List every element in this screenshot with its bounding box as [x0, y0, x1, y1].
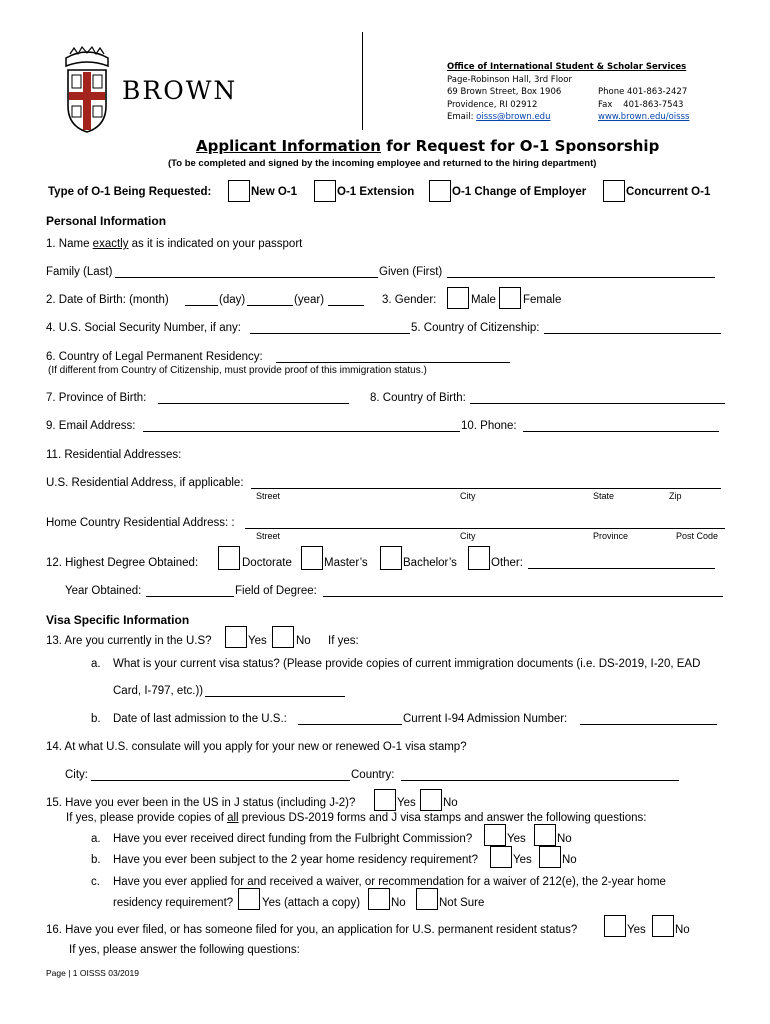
q15b-yes-label: Yes	[513, 854, 532, 866]
highest-degree-label: 12. Highest Degree Obtained:	[46, 557, 199, 569]
q15a-no-label: No	[557, 833, 572, 845]
q15-note	[66, 812, 646, 824]
q15c-yes-label: Yes (attach a copy)	[262, 897, 361, 909]
consulate-country-field[interactable]	[401, 780, 679, 781]
degree-other-checkbox[interactable]	[468, 546, 490, 570]
office-email-label: Email:	[447, 112, 474, 122]
dob-day-field[interactable]	[247, 305, 293, 306]
q15c-cont: residency requirement?	[113, 897, 234, 909]
office-phone: Phone 401-863-2427	[598, 87, 688, 97]
q16-yes-checkbox[interactable]	[604, 915, 626, 937]
q13-yes-label: Yes	[248, 635, 267, 647]
q15-note-a: If yes, please provide copies of	[66, 812, 228, 824]
lpr-country-field[interactable]	[276, 362, 510, 363]
o1-change-employer-checkbox[interactable]	[429, 180, 451, 202]
brown-logo	[62, 44, 237, 136]
i94-label: Current I-94 Admission Number:	[403, 713, 568, 725]
page-title-rest: for Request for O-1 Sponsorship	[381, 137, 660, 155]
home-address-postcode-sub: Post Code	[676, 531, 719, 541]
office-website-link[interactable]: www.brown.edu/oisss	[598, 112, 690, 122]
family-name-label: Family (Last)	[46, 266, 113, 278]
citizenship-label: 5. Country of Citizenship:	[411, 322, 540, 334]
gender-female-checkbox[interactable]	[499, 287, 521, 309]
brown-shield-icon	[62, 44, 112, 136]
q13-yes-checkbox[interactable]	[225, 626, 247, 648]
i94-number-field[interactable]	[580, 724, 717, 725]
q15a-yes-label: Yes	[507, 833, 526, 845]
office-email-link[interactable]: oisss@brown.edu	[476, 112, 551, 122]
q13b-label: Date of last admission to the U.S.:	[113, 713, 287, 725]
q13-no-label: No	[296, 635, 311, 647]
q16-yes-label: Yes	[627, 924, 646, 936]
office-contact-block	[598, 86, 689, 124]
q1-underlined: exactly	[92, 238, 129, 250]
consulate-city-field[interactable]	[91, 780, 350, 781]
consulate-city-label: City:	[65, 769, 88, 781]
current-visa-status-field[interactable]	[205, 696, 345, 697]
lpr-note: (If different from Country of Citizenship, must provide proof of this immigration status.)	[48, 365, 427, 376]
home-address-label: Home Country Residential Address: :	[46, 517, 235, 529]
country-of-birth-label: 8. Country of Birth:	[370, 392, 466, 404]
field-of-degree-field[interactable]	[323, 596, 723, 597]
q15a-no-checkbox[interactable]	[534, 824, 556, 846]
q15b-marker: b.	[91, 854, 101, 866]
office-name: Office of International Student & Scholar Services	[447, 62, 687, 72]
personal-heading: Personal Information	[46, 214, 167, 228]
q13a-label: What is your current visa status? (Please provide copies of current immigration documents (i.e. DS-2019, I-20, EAD	[113, 658, 701, 670]
q15c-not-sure-checkbox[interactable]	[416, 888, 438, 910]
country-of-birth-field[interactable]	[470, 403, 725, 404]
office-fax: 401-863-7543	[623, 99, 684, 110]
dob-year-label: (year)	[294, 294, 325, 306]
new-o1-label: New O-1	[251, 186, 298, 198]
q1-name-label	[46, 238, 302, 250]
q16-note: If yes, please answer the following questions:	[69, 944, 300, 956]
q13-label: 13. Are you currently in the U.S?	[46, 635, 212, 647]
concurrent-o1-checkbox[interactable]	[603, 180, 625, 202]
gender-male-label: Male	[471, 294, 496, 306]
q15c-no-checkbox[interactable]	[368, 888, 390, 910]
dob-day-label: (day)	[219, 294, 246, 306]
citizenship-field[interactable]	[544, 333, 721, 334]
page-footer: Page | 1 OISSS 03/2019	[46, 968, 139, 978]
lpr-country-label: 6. Country of Legal Permanent Residency:	[46, 351, 263, 363]
q15-no-label: No	[443, 797, 458, 809]
q15b-yes-checkbox[interactable]	[490, 846, 512, 868]
home-address-province-sub: Province	[593, 531, 629, 541]
phone-label: 10. Phone:	[461, 420, 517, 432]
degree-doctorate-checkbox[interactable]	[218, 546, 240, 570]
degree-masters-label: Master’s	[324, 557, 368, 569]
us-address-label: U.S. Residential Address, if applicable:	[46, 477, 244, 489]
residential-addresses-label: 11. Residential Addresses:	[46, 449, 182, 461]
home-address-field[interactable]	[245, 528, 725, 529]
year-obtained-label: Year Obtained:	[65, 585, 142, 597]
last-admission-date-field[interactable]	[298, 724, 402, 725]
q15-yes-checkbox[interactable]	[374, 789, 396, 811]
home-address-street-sub: Street	[256, 531, 281, 541]
province-of-birth-field[interactable]	[158, 403, 349, 404]
given-name-label: Given (First)	[379, 266, 443, 278]
province-of-birth-label: 7. Province of Birth:	[46, 392, 147, 404]
email-label: 9. Email Address:	[46, 420, 136, 432]
q1-suffix: as it is indicated on your passport	[128, 238, 303, 250]
q15b-no-checkbox[interactable]	[539, 846, 561, 868]
ssn-field[interactable]	[250, 333, 410, 334]
us-address-state-sub: State	[593, 491, 615, 501]
q16-no-checkbox[interactable]	[652, 915, 674, 937]
us-address-zip-sub: Zip	[669, 491, 682, 501]
q13b-marker: b.	[91, 713, 101, 725]
header-divider	[362, 32, 363, 130]
degree-masters-checkbox[interactable]	[301, 546, 323, 570]
page-subtitle: (To be completed and signed by the incoming employee and returned to the hiring department)	[168, 158, 597, 169]
q13-if-yes: If yes:	[328, 635, 359, 647]
visa-heading: Visa Specific Information	[46, 613, 190, 627]
email-field[interactable]	[143, 431, 460, 432]
year-obtained-field[interactable]	[146, 596, 234, 597]
o1-type-label: Type of O-1 Being Requested:	[48, 186, 212, 198]
dob-month-field[interactable]	[185, 305, 218, 306]
q15-label: 15. Have you ever been in the US in J status (including J-2)?	[46, 797, 356, 809]
us-address-street-sub: Street	[256, 491, 281, 501]
o1-extension-label: O-1 Extension	[337, 186, 415, 198]
dob-year-field[interactable]	[328, 305, 364, 306]
brown-wordmark: BROWN	[122, 76, 238, 105]
new-o1-checkbox[interactable]	[228, 180, 250, 202]
dob-label: 2. Date of Birth: (month)	[46, 294, 169, 306]
page-title	[196, 137, 659, 155]
q15c-no-label: No	[391, 897, 406, 909]
q15a-label: Have you ever received direct funding from the Fulbright Commission?	[113, 833, 473, 845]
office-address-1: Page-Robinson Hall, 3rd Floor	[447, 74, 572, 85]
office-fax-label: Fax	[598, 99, 613, 110]
q1-prefix: 1. Name	[46, 238, 93, 250]
given-name-field[interactable]	[447, 277, 715, 278]
q15a-marker: a.	[91, 833, 101, 845]
q15c-marker: c.	[91, 876, 100, 888]
gender-male-checkbox[interactable]	[447, 287, 469, 309]
ssn-label: 4. U.S. Social Security Number, if any:	[46, 322, 241, 334]
office-address-2: 69 Brown Street, Box 1906	[447, 87, 562, 97]
q13a-marker: a.	[91, 658, 101, 670]
family-name-field[interactable]	[115, 277, 378, 278]
q15-no-checkbox[interactable]	[420, 789, 442, 811]
q13a-cont: Card, I-797, etc.))	[113, 685, 204, 697]
q16-label: 16. Have you ever filed, or has someone filed for you, an application for U.S. permanent resident status?	[46, 924, 578, 936]
concurrent-o1-label: Concurrent O-1	[626, 186, 711, 198]
office-address-3: Providence, RI 02912	[447, 99, 538, 110]
q15c-label: Have you ever applied for and received a waiver, or recommendation for a waiver of 212(e), the 2-year home	[113, 876, 666, 888]
gender-female-label: Female	[523, 294, 562, 306]
o1-change-employer-label: O-1 Change of Employer	[452, 186, 587, 198]
q13-no-checkbox[interactable]	[272, 626, 294, 648]
q15a-yes-checkbox[interactable]	[484, 824, 506, 846]
us-address-field[interactable]	[251, 488, 721, 489]
consulate-country-label: Country:	[351, 769, 395, 781]
phone-field[interactable]	[523, 431, 719, 432]
page-title-underlined: Applicant Information	[196, 137, 381, 155]
q15-note-all: all	[227, 812, 239, 824]
degree-bachelors-checkbox[interactable]	[380, 546, 402, 570]
q15-note-b: previous DS-2019 forms and J visa stamps and answer the following questions:	[238, 812, 647, 824]
home-address-city-sub: City	[460, 531, 476, 541]
degree-other-label: Other:	[491, 557, 523, 569]
o1-extension-checkbox[interactable]	[314, 180, 336, 202]
q16-no-label: No	[675, 924, 690, 936]
q15b-label: Have you ever been subject to the 2 year home residency requirement?	[113, 854, 479, 866]
office-fax-row	[598, 99, 689, 112]
degree-doctorate-label: Doctorate	[242, 557, 292, 569]
gender-label: 3. Gender:	[382, 294, 437, 306]
degree-bachelors-label: Bachelor’s	[403, 557, 457, 569]
q15-yes-label: Yes	[397, 797, 416, 809]
q15b-no-label: No	[562, 854, 577, 866]
degree-other-field[interactable]	[528, 568, 715, 569]
q15c-not-sure-label: Not Sure	[439, 897, 485, 909]
us-address-city-sub: City	[460, 491, 476, 501]
field-of-degree-label: Field of Degree:	[235, 585, 317, 597]
q15c-yes-checkbox[interactable]	[238, 888, 260, 910]
q14-label: 14. At what U.S. consulate will you apply for your new or renewed O-1 visa stamp?	[46, 741, 467, 753]
